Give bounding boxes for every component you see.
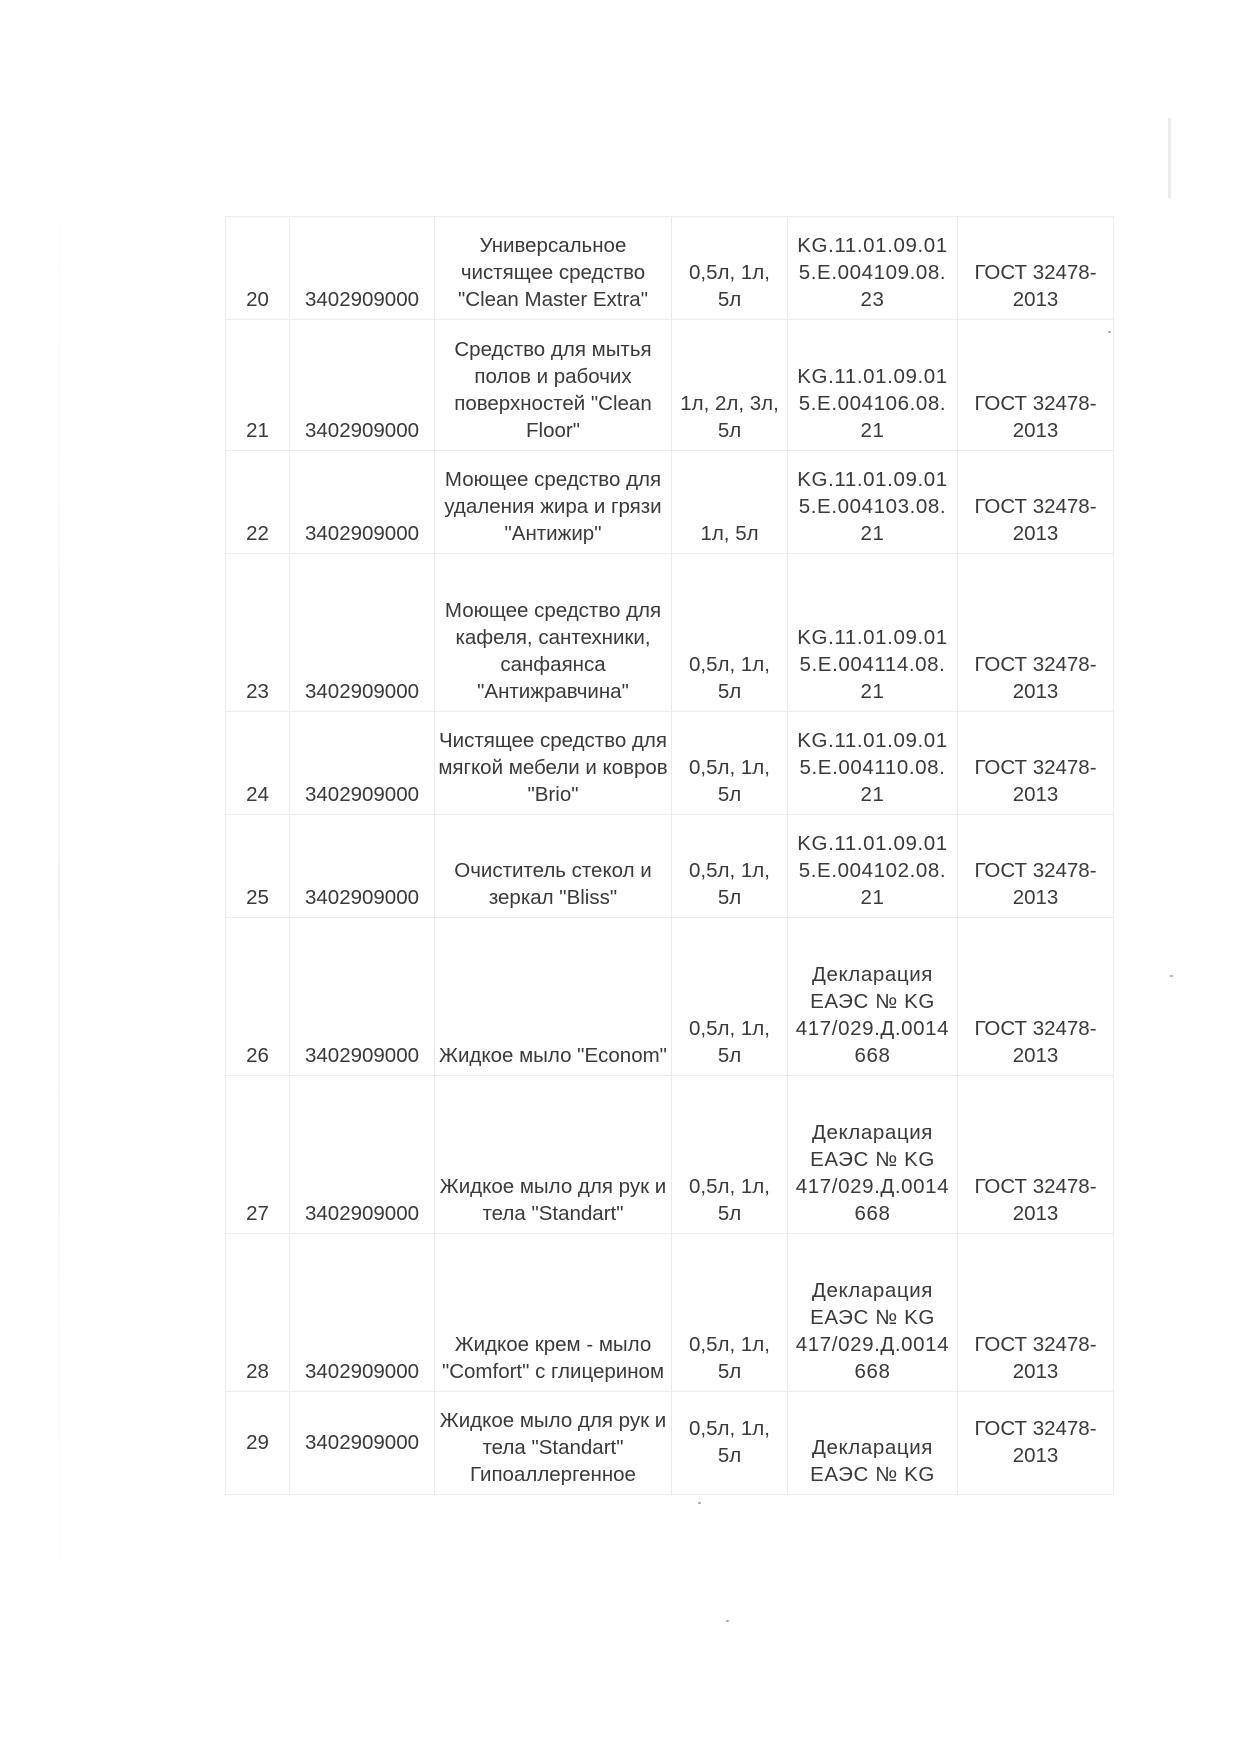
- standard: ГОСТ 32478-2013: [958, 217, 1114, 320]
- standard: ГОСТ 32478-2013: [958, 815, 1114, 918]
- package-volume: 0,5л, 1л, 5л: [672, 1234, 788, 1392]
- package-volume: 0,5л, 1л, 5л: [672, 815, 788, 918]
- scan-edge-shadow: [58, 120, 60, 1660]
- hs-code: 3402909000: [290, 918, 435, 1076]
- package-volume: 1л, 2л, 3л, 5л: [672, 320, 788, 451]
- standard: ГОСТ 32478-2013: [958, 1392, 1114, 1495]
- hs-code: 3402909000: [290, 217, 435, 320]
- hs-code: 3402909000: [290, 554, 435, 712]
- standard: ГОСТ 32478-2013: [958, 918, 1114, 1076]
- certificate-number: Декларация ЕАЭС № KG 417/029.Д.0014 668: [788, 918, 958, 1076]
- standard: ГОСТ 32478-2013: [958, 320, 1114, 451]
- certificate-number: KG.11.01.09.01 5.Е.004102.08. 21: [788, 815, 958, 918]
- scan-speck: [698, 1502, 701, 1504]
- table-row: [226, 815, 1114, 918]
- scan-speck: [1170, 975, 1173, 977]
- row-number: 22: [226, 451, 290, 554]
- hs-code: 3402909000: [290, 451, 435, 554]
- table-row: [226, 217, 1114, 320]
- package-volume: 0,5л, 1л, 5л: [672, 712, 788, 815]
- product-name: Универсальное чистящее средство "Clean Master Extra": [435, 217, 672, 320]
- certificate-number: KG.11.01.09.01 5.Е.004109.08. 23: [788, 217, 958, 320]
- row-number: 24: [226, 712, 290, 815]
- certificate-number: KG.11.01.09.01 5.Е.004106.08. 21: [788, 320, 958, 451]
- table-row: [226, 1392, 1114, 1495]
- hs-code: 3402909000: [290, 1392, 435, 1495]
- package-volume: 0,5л, 1л, 5л: [672, 1076, 788, 1234]
- certificate-number: KG.11.01.09.01 5.Е.004110.08. 21: [788, 712, 958, 815]
- product-name: Жидкое мыло "Econom": [435, 918, 672, 1076]
- row-number: 25: [226, 815, 290, 918]
- hs-code: 3402909000: [290, 815, 435, 918]
- product-name: Моющее средство для удаления жира и грязи "Антижир": [435, 451, 672, 554]
- hs-code: 3402909000: [290, 320, 435, 451]
- product-table: [225, 216, 1114, 1495]
- standard: ГОСТ 32478-2013: [958, 554, 1114, 712]
- row-number: 27: [226, 1076, 290, 1234]
- certificate-number: Декларация ЕАЭС № KG 417/029.Д.0014 668: [788, 1234, 958, 1392]
- product-name: Жидкое мыло для рук и тела "Standart": [435, 1076, 672, 1234]
- row-number: 28: [226, 1234, 290, 1392]
- row-number: 26: [226, 918, 290, 1076]
- hs-code: 3402909000: [290, 712, 435, 815]
- scan-edge-mark: [1168, 118, 1171, 198]
- product-name: Средство для мытья полов и рабочих поверхностей "Clean Floor": [435, 320, 672, 451]
- product-name: Жидкое крем - мыло "Comfort" с глицерином: [435, 1234, 672, 1392]
- hs-code: 3402909000: [290, 1076, 435, 1234]
- table-row: [226, 918, 1114, 1076]
- table-row: [226, 712, 1114, 815]
- table-row: [226, 320, 1114, 451]
- product-name: Очиститель стекол и зеркал "Bliss": [435, 815, 672, 918]
- product-name: Чистящее средство для мягкой мебели и ковров "Brio": [435, 712, 672, 815]
- hs-code: 3402909000: [290, 1234, 435, 1392]
- table-row: [226, 554, 1114, 712]
- table-row: [226, 1234, 1114, 1392]
- package-volume: 0,5л, 1л, 5л: [672, 1392, 788, 1495]
- package-volume: 0,5л, 1л, 5л: [672, 918, 788, 1076]
- standard: ГОСТ 32478-2013: [958, 1234, 1114, 1392]
- certificate-number: Декларация ЕАЭС № KG 417/029.Д.0014 668: [788, 1076, 958, 1234]
- standard: ГОСТ 32478-2013: [958, 451, 1114, 554]
- certificate-number: Декларация ЕАЭС № KG: [788, 1392, 958, 1495]
- table-row: [226, 451, 1114, 554]
- row-number: 29: [226, 1392, 290, 1495]
- package-volume: 1л, 5л: [672, 451, 788, 554]
- standard: ГОСТ 32478-2013: [958, 1076, 1114, 1234]
- row-number: 20: [226, 217, 290, 320]
- package-volume: 0,5л, 1л, 5л: [672, 554, 788, 712]
- product-name: Жидкое мыло для рук и тела "Standart" Гипоаллергенное: [435, 1392, 672, 1495]
- certificate-number: KG.11.01.09.01 5.Е.004103.08. 21: [788, 451, 958, 554]
- product-name: Моющее средство для кафеля, сантехники, санфаянса "Антижравчина": [435, 554, 672, 712]
- row-number: 21: [226, 320, 290, 451]
- row-number: 23: [226, 554, 290, 712]
- certificate-number: KG.11.01.09.01 5.Е.004114.08. 21: [788, 554, 958, 712]
- table-row: [226, 1076, 1114, 1234]
- standard: ГОСТ 32478-2013: [958, 712, 1114, 815]
- scan-speck: [726, 1620, 729, 1622]
- package-volume: 0,5л, 1л, 5л: [672, 217, 788, 320]
